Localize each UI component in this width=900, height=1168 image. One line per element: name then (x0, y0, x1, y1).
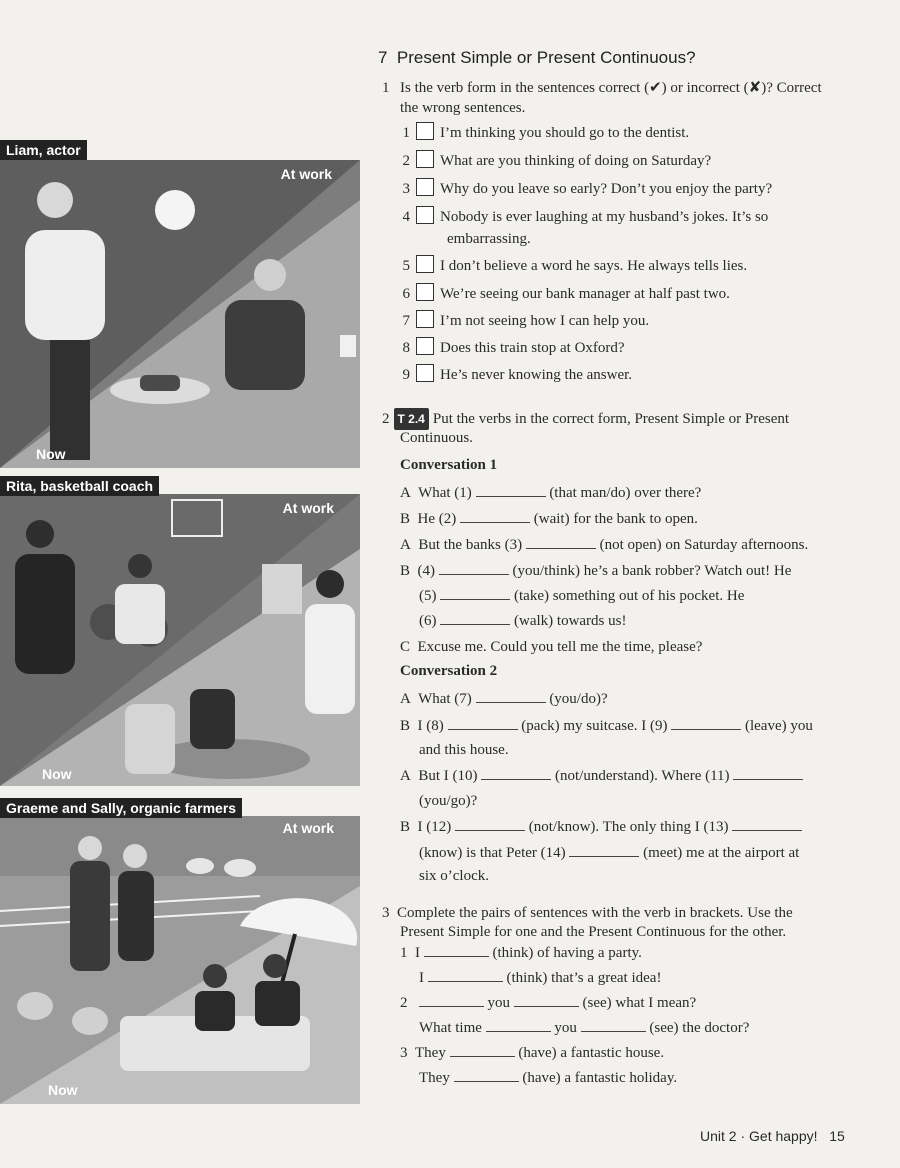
answer-checkbox[interactable] (416, 364, 434, 382)
line-text: (meet) me at the airport at (643, 845, 800, 861)
ex3-row (419, 1068, 677, 1088)
exercise-2-header (382, 408, 789, 430)
item-text: What are you thinking of doing on Saturday? (440, 153, 712, 169)
unit-title: Get happy! (749, 1128, 818, 1144)
illustration-liam-art (0, 160, 360, 468)
exercise-3-number: 3 (382, 905, 390, 921)
now-label: Now (48, 1082, 78, 1098)
line-text: (leave) you (744, 718, 813, 734)
speaker: C (400, 639, 411, 655)
line-text: (6) (419, 613, 437, 629)
ex1-item-9 (398, 364, 632, 386)
item-number: 6 (402, 286, 410, 302)
gap-blank[interactable] (581, 1019, 646, 1032)
gap-blank[interactable] (439, 562, 509, 575)
item-number: 9 (402, 367, 410, 383)
panel-label-rita: Rita, basketball coach (0, 476, 159, 496)
dialogue-line (400, 766, 803, 786)
section-title (378, 48, 696, 68)
line-text: (not/know). The only thing I (13) (528, 819, 729, 835)
line-text: (5) (419, 588, 437, 604)
exercise-2-instruction-cont: Continuous. (400, 430, 473, 446)
gap-blank[interactable] (671, 717, 741, 730)
line-text: But the banks (3) (418, 537, 523, 553)
speaker: B (400, 819, 411, 835)
dialogue-line (400, 689, 608, 709)
panel-label-graeme-sally: Graeme and Sally, organic farmers (0, 798, 242, 818)
item-number: 1 (402, 125, 410, 141)
at-work-label: At work (280, 166, 332, 182)
answer-checkbox[interactable] (416, 283, 434, 301)
line-text: (wait) for the bank to open. (533, 511, 698, 527)
illustration-rita-art (0, 494, 360, 786)
ex1-item-6 (398, 283, 730, 305)
at-work-label: At work (282, 500, 334, 516)
ex3-row (419, 968, 661, 988)
illustration-liam (0, 160, 360, 468)
line-text: I (8) (417, 718, 444, 734)
line-text: (take) something out of his pocket. He (514, 588, 745, 604)
line-text: (you/think) he’s a bank robber? Watch out! He (512, 563, 792, 579)
item-text: Does this train stop at Oxford? (440, 340, 625, 356)
dialogue-line: and this house. (419, 742, 509, 758)
ex3-row (400, 943, 642, 963)
section-title-text: Present Simple or Present Continuous? (396, 48, 696, 67)
line-text: (not/understand). Where (11) (555, 768, 730, 784)
exercise-2-number: 2 (382, 411, 390, 427)
exercise-3-instruction: Complete the pairs of sentences with the verb in brackets. Use the (397, 905, 793, 921)
ex3-row (419, 1018, 749, 1038)
section-number: 7 (378, 48, 388, 67)
item-number: 3 (402, 181, 410, 197)
answer-checkbox[interactable] (416, 122, 434, 140)
line-text: (not open) on Saturday afternoons. (599, 537, 809, 553)
gap-blank[interactable] (476, 690, 546, 703)
now-label: Now (36, 446, 66, 462)
gap-blank[interactable] (526, 536, 596, 549)
dialogue-line (400, 561, 791, 581)
line-text: Excuse me. Could you tell me the time, please? (417, 639, 703, 655)
answer-checkbox[interactable] (416, 310, 434, 328)
exercise-3-header (382, 903, 793, 923)
line-text: (walk) towards us! (514, 613, 627, 629)
row-number: 3 (400, 1045, 408, 1061)
page-number: 15 (829, 1128, 845, 1144)
dialogue-line (419, 586, 744, 606)
item-text: I’m not seeing how I can help you. (440, 313, 650, 329)
gap-blank[interactable] (486, 1019, 551, 1032)
exercise-3-instruction-cont: Present Simple for one and the Present Continuous for the other. (400, 924, 787, 940)
row-text: (think) of having a party. (492, 945, 642, 961)
illustration-graeme-sally-art (0, 816, 360, 1104)
dialogue-line (400, 716, 813, 736)
item-text: I’m thinking you should go to the dentist. (440, 125, 690, 141)
gap-blank[interactable] (476, 484, 546, 497)
row-text: What time (419, 1020, 482, 1036)
conversation-1-heading: Conversation 1 (400, 457, 498, 473)
speaker: B (400, 511, 411, 527)
illustration-graeme-sally (0, 816, 360, 1104)
line-text: (that man/do) over there? (549, 485, 702, 501)
line-text: (pack) my suitcase. I (9) (521, 718, 668, 734)
row-text: They (415, 1045, 446, 1061)
gap-blank[interactable] (481, 767, 551, 780)
item-number: 8 (402, 340, 410, 356)
ex1-item-3 (398, 178, 772, 200)
line-text: What (1) (418, 485, 472, 501)
answer-checkbox[interactable] (416, 150, 434, 168)
item-text: Why do you leave so early? Don’t you enjoy the party? (440, 181, 773, 197)
ex1-item-5 (398, 255, 747, 277)
dialogue-line (400, 817, 802, 837)
dialogue-line (419, 843, 799, 863)
panel-label-liam: Liam, actor (0, 140, 87, 160)
answer-checkbox[interactable] (416, 337, 434, 355)
audio-track-badge: T 2.4 (394, 408, 429, 430)
gap-blank[interactable] (454, 1069, 519, 1082)
dialogue-line (400, 509, 698, 529)
exercise-1-instruction: Is the verb form in the sentences correct (✔) or incorrect (✘)? Correct the wrong sentences. (400, 80, 822, 116)
item-text: He’s never knowing the answer. (440, 367, 633, 383)
line-text: He (2) (417, 511, 457, 527)
at-work-label: At work (282, 820, 334, 836)
ex1-item-1 (398, 122, 689, 144)
dialogue-line (400, 637, 702, 657)
speaker: B (400, 718, 411, 734)
gap-blank[interactable] (450, 1044, 515, 1057)
speaker: A (400, 537, 411, 553)
speaker: B (400, 563, 411, 579)
gap-blank[interactable] (460, 510, 530, 523)
row-text: I (419, 970, 424, 986)
item-text: Nobody is ever laughing at my husband’s jokes. It’s so (440, 209, 769, 225)
line-text: What (7) (418, 691, 472, 707)
now-label: Now (42, 766, 72, 782)
row-text: (have) a fantastic house. (518, 1045, 665, 1061)
speaker: A (400, 485, 411, 501)
row-text: (have) a fantastic holiday. (522, 1070, 678, 1086)
item-number: 5 (402, 258, 410, 274)
speaker: A (400, 768, 411, 784)
ex1-item-2 (398, 150, 711, 172)
ex3-row (400, 993, 696, 1013)
row-text: you (554, 1020, 577, 1036)
item-number: 2 (402, 153, 410, 169)
gap-blank[interactable] (732, 818, 802, 831)
unit-label: Unit 2 (700, 1128, 737, 1144)
gap-blank[interactable] (440, 587, 510, 600)
item-number: 7 (402, 313, 410, 329)
line-text: (4) (417, 563, 436, 579)
dialogue-line (400, 535, 808, 555)
gap-blank[interactable] (440, 612, 510, 625)
exercise-2-instruction: Put the verbs in the correct form, Present Simple or Present (432, 411, 790, 427)
line-text: But I (10) (418, 768, 478, 784)
answer-checkbox[interactable] (416, 206, 434, 224)
exercise-1-number: 1 (382, 80, 390, 96)
dialogue-line (419, 611, 626, 631)
gap-blank[interactable] (428, 969, 503, 982)
gap-blank[interactable] (419, 994, 484, 1007)
ex1-item-8 (398, 337, 625, 359)
row-text: They (419, 1070, 450, 1086)
row-text: (see) what I mean? (582, 995, 697, 1011)
gap-blank[interactable] (455, 818, 525, 831)
row-text: you (487, 995, 510, 1011)
gap-blank[interactable] (514, 994, 579, 1007)
dialogue-line (400, 483, 701, 503)
speaker: A (400, 691, 411, 707)
illustration-rita (0, 494, 360, 786)
gap-blank[interactable] (424, 944, 489, 957)
gap-blank[interactable] (569, 844, 639, 857)
gap-blank[interactable] (733, 767, 803, 780)
row-number: 2 (400, 995, 408, 1011)
gap-blank[interactable] (448, 717, 518, 730)
row-text: (think) that’s a great idea! (506, 970, 662, 986)
footer-separator: · (740, 1128, 746, 1144)
item-number: 4 (402, 209, 410, 225)
ex3-row (400, 1043, 664, 1063)
item-text: We’re seeing our bank manager at half past two. (440, 286, 730, 302)
item-text: I don’t believe a word he says. He always tells lies. (440, 258, 748, 274)
conversation-2-heading: Conversation 2 (400, 663, 498, 679)
answer-checkbox[interactable] (416, 178, 434, 196)
row-number: 1 (400, 945, 408, 961)
dialogue-line: six o’clock. (419, 868, 489, 884)
ex1-item-4-cont: embarrassing. (447, 231, 531, 247)
dialogue-line: (you/go)? (419, 793, 478, 809)
ex1-item-7 (398, 310, 649, 332)
row-text: (see) the doctor? (649, 1020, 750, 1036)
answer-checkbox[interactable] (416, 255, 434, 273)
row-text: I (415, 945, 420, 961)
line-text: I (12) (417, 819, 452, 835)
line-text: (know) is that Peter (14) (419, 845, 566, 861)
line-text: (you/do)? (549, 691, 608, 707)
page-footer (700, 1128, 845, 1144)
ex1-item-4 (398, 206, 768, 228)
